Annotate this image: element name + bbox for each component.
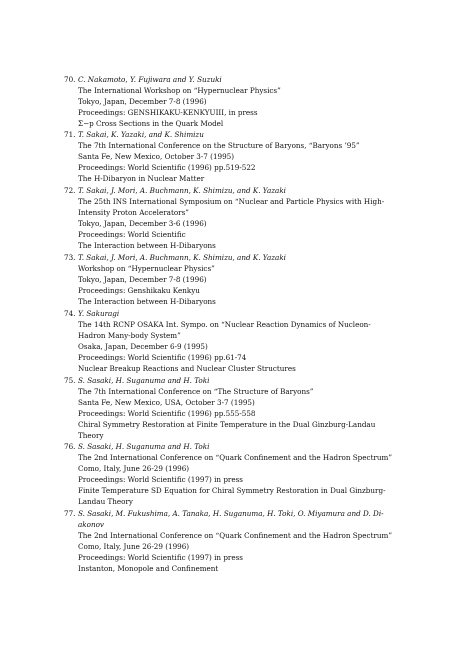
reference-number: 71. (64, 130, 76, 139)
reference-line: The 7th International Conference on the Structure of Baryons, “Baryons ’95” (78, 141, 360, 150)
reference-line: Proceedings: World Scientific (78, 230, 186, 239)
reference-line: Proceedings: World Scientific (1996) pp.555-558 (78, 409, 256, 418)
reference-number: 77. (64, 509, 76, 518)
reference-authors: T. Sakai, K. Yazaki, and K. Shimizu (78, 130, 204, 139)
reference-line: Landau Theory (78, 497, 133, 506)
reference-authors: S. Sasaki, H. Suganuma and H. Toki (78, 376, 210, 385)
reference-line: Intensity Proton Accelerators” (78, 208, 189, 217)
reference-line: Finite Temperature SD Equation for Chiral Symmetry Restoration in Dual Ginzburg- (78, 486, 386, 495)
reference-authors: Y. Sakuragi (78, 309, 120, 318)
reference-line: Chiral Symmetry Restoration at Finite Temperature in the Dual Ginzburg-Landau (78, 420, 376, 429)
reference-line: Hadron Many-body System” (78, 331, 181, 340)
reference-number: 74. (64, 309, 76, 318)
reference-line: Proceedings: World Scientific (1997) in press (78, 475, 243, 484)
reference-line: Proceedings: World Scientific (1996) pp.519-522 (78, 163, 256, 172)
reference-number: 75. (64, 376, 76, 385)
reference-line: Instanton, Monopole and Confinement (78, 564, 219, 573)
reference-line: Theory (78, 431, 104, 440)
reference-line: The Interaction between H-Dibaryons (78, 297, 216, 306)
reference-authors: S. Sasaki, H. Suganuma and H. Toki (78, 442, 210, 451)
reference-line: Santa Fe, New Mexico, USA, October 3-7 (1995) (78, 398, 255, 407)
reference-authors-continued: akonov (78, 520, 104, 529)
reference-line: The 2nd International Conference on “Quark Confinement and the Hadron Spectrum” (78, 453, 393, 462)
reference-line: The 14th RCNP OSAKA Int. Sympo. on “Nuclear Reaction Dynamics of Nucleon- (78, 320, 371, 329)
reference-authors: S. Sasaki, M. Fukushima, A. Tanaka, H. Suganuma, H. Toki, O. Miyamura and D. Di- (78, 509, 384, 518)
reference-authors: C. Nakamoto, Y. Fujiwara and Y. Suzuki (78, 75, 222, 84)
reference-line: The 7th International Conference on “The Structure of Baryons” (78, 387, 314, 396)
reference-line: The Interaction between H-Dibaryons (78, 241, 216, 250)
reference-line: Proceedings: Genshikaku Kenkyu (78, 286, 200, 295)
reference-line: Σ−p Cross Sections in the Quark Model (78, 119, 224, 128)
reference-number: 76. (64, 442, 76, 451)
reference-number: 70. (64, 75, 76, 84)
reference-line: Proceedings: World Scientific (1996) pp.61-74 (78, 353, 247, 362)
reference-line: Osaka, Japan, December 6-9 (1995) (78, 342, 208, 351)
reference-line: The 25th INS International Symposium on “Nuclear and Particle Physics with High- (78, 197, 385, 206)
reference-line: The 2nd International Conference on “Quark Confinement and the Hadron Spectrum” (78, 531, 393, 540)
reference-line: Workshop on “Hypernuclear Physics” (78, 264, 215, 273)
reference-line: Tokyo, Japan, December 3-6 (1996) (78, 219, 207, 228)
reference-line: Nuclear Breakup Reactions and Nuclear Cluster Structures (78, 364, 296, 373)
reference-line: Tokyo, Japan, December 7-8 (1996) (78, 275, 207, 284)
reference-line: Como, Italy, June 26-29 (1996) (78, 464, 190, 473)
reference-line: The International Workshop on “Hypernuclear Physics” (78, 86, 281, 95)
reference-authors: T. Sakai, J. Mori, A. Buchmann, K. Shimizu, and K. Yazaki (78, 253, 286, 262)
reference-authors: T. Sakai, J. Mori, A. Buchmann, K. Shimizu, and K. Yazaki (78, 186, 286, 195)
reference-line: Santa Fe, New Mexico, October 3-7 (1995) (78, 152, 235, 161)
reference-number: 72. (64, 186, 76, 195)
reference-line: Proceedings: GENSHIKAKU-KENKYUIII, in press (78, 108, 258, 117)
reference-line: The H-Dibaryon in Nuclear Matter (78, 174, 205, 183)
reference-line: Como, Italy, June 26-29 (1996) (78, 542, 190, 551)
reference-number: 73. (64, 253, 76, 262)
reference-line: Proceedings: World Scientific (1997) in press (78, 553, 243, 562)
reference-line: Tokyo, Japan, December 7-8 (1996) (78, 97, 207, 106)
